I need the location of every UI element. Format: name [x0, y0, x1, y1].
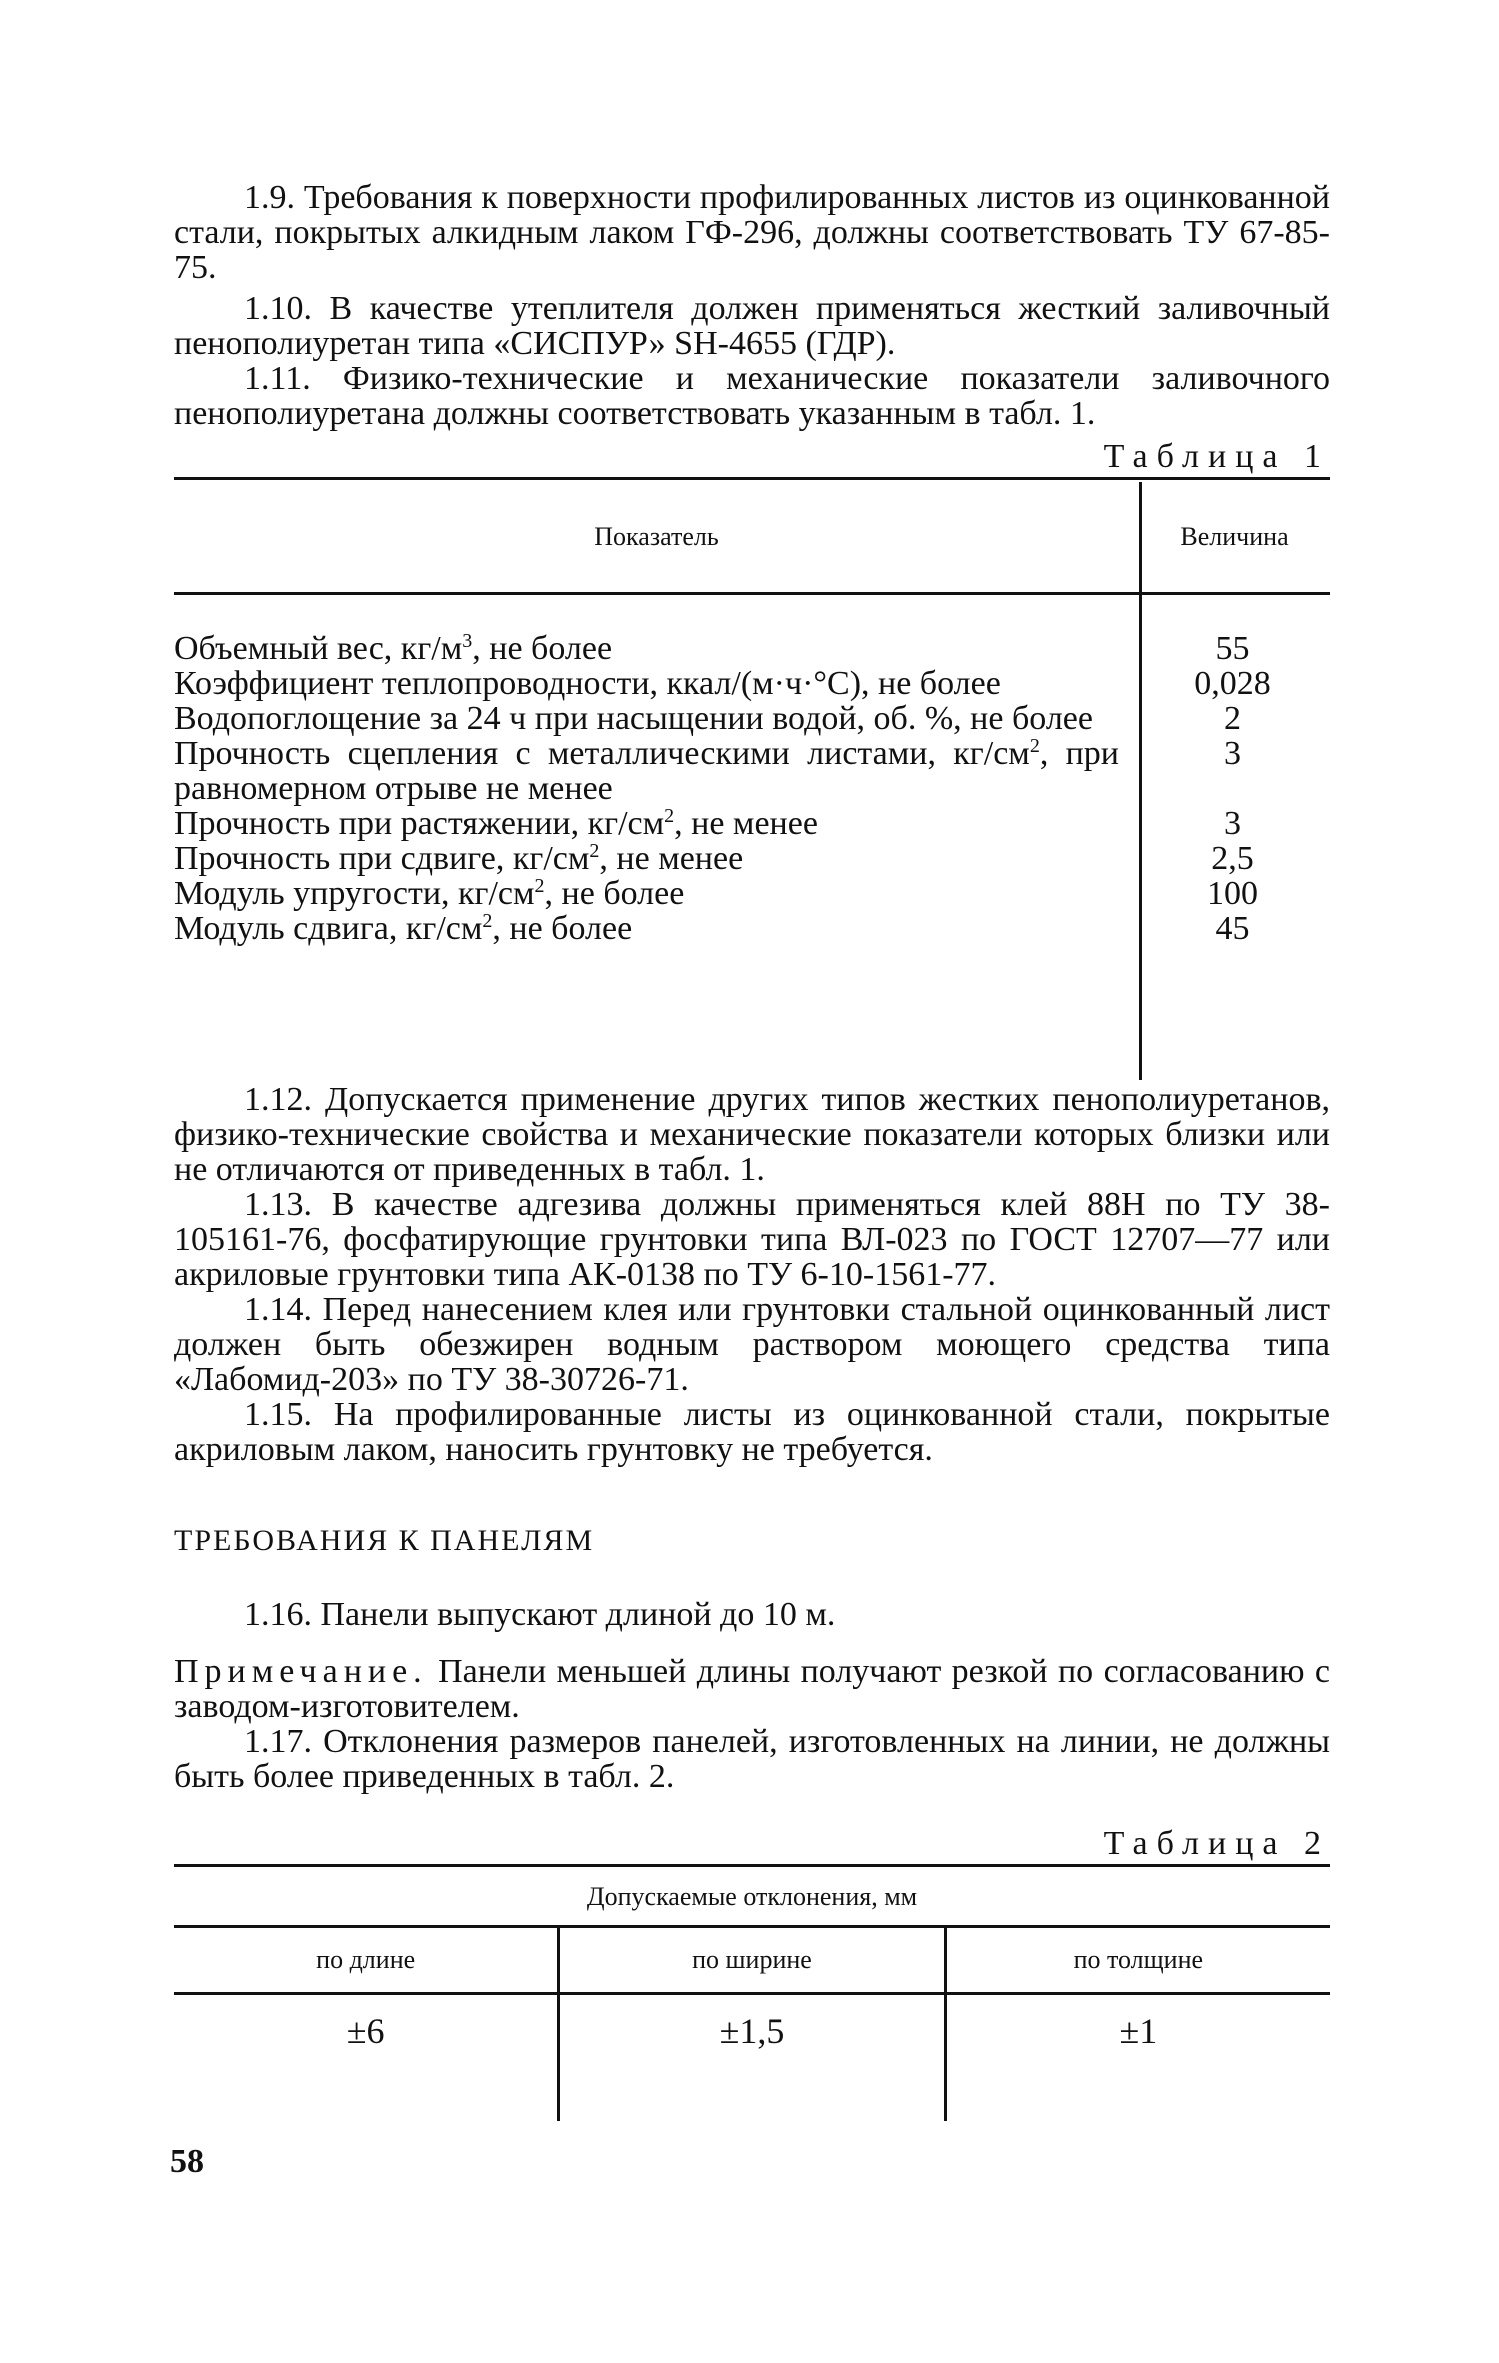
indicator-text-tail: , не более [472, 630, 613, 667]
table1-header [174, 482, 1330, 592]
table1-value-cell: 3 [1224, 805, 1241, 842]
table1-body [174, 595, 1330, 946]
indicator-superscript: 2 [534, 875, 545, 897]
table1-indicator-cell [174, 631, 1119, 666]
table1-indicator-cell [174, 736, 1119, 806]
table1-column-divider [1139, 482, 1142, 1080]
paragraph-1-10: 1.10. В качестве утеплителя должен применяться жесткий заливочный пенополиуретан типа «СИСПУР» SH-4655 (ГДР). [174, 290, 1330, 362]
table2-caption: Таблица 2 [1103, 1825, 1330, 1862]
table1-indicator-cell [174, 701, 1119, 736]
table1-indicator-cell [174, 666, 1119, 701]
table1-indicator-cell [174, 876, 1119, 911]
table1-row [174, 631, 1330, 666]
indicator-text: Водопоглощение за 24 ч при насыщении водой, об. %, не более [174, 700, 1093, 737]
indicator-text: Прочность при сдвиге, кг/см [174, 840, 590, 877]
table1-row [174, 841, 1330, 876]
table1-value-cell: 100 [1207, 875, 1258, 912]
table1-row [174, 876, 1330, 911]
table1-row [174, 736, 1330, 806]
table2-header-thickness: по толщине [944, 1928, 1330, 1992]
table2-value-thickness: ±1 [944, 1995, 1330, 2121]
paragraph-1-13: 1.13. В качестве адгезива должны применяться клей 88Н по ТУ 38-105161-76, фосфатирующие грунтовки типа ВЛ-023 по ГОСТ 12707—77 или акриловые грунтовки типа АК-0138 по ТУ 6-10-1561-77. [174, 1186, 1330, 1293]
table1-indicator-cell [174, 911, 1119, 946]
table1-row [174, 666, 1330, 701]
table1-value-cell: 45 [1215, 910, 1250, 947]
table1 [174, 482, 1330, 1082]
indicator-superscript: 3 [462, 630, 473, 652]
indicator-superscript: 2 [664, 805, 675, 827]
table1-row [174, 701, 1330, 736]
paragraph-1-9: 1.9. Требования к поверхности профилированных листов из оцинкованной стали, покрытых алкидным лаком ГФ-296, должны соответствовать ТУ 67-85-75. [174, 179, 1330, 286]
table1-indicator-cell [174, 806, 1119, 841]
page-number: 58 [170, 2143, 204, 2180]
table1-value-cell: 55 [1215, 630, 1250, 667]
table2-value-length: ±6 [346, 2011, 385, 2051]
table1-row [174, 806, 1330, 841]
indicator-text: Прочность сцепления с металлическими листами, кг/см [174, 735, 1030, 772]
table1-value-cell: 0,028 [1194, 665, 1271, 702]
table1-row [174, 911, 1330, 946]
indicator-text-tail: , не менее [599, 840, 744, 877]
table1-value-cell: 3 [1224, 735, 1241, 772]
indicator-text: Прочность при растяжении, кг/см [174, 805, 665, 842]
paragraph-1-11: 1.11. Физико-технические и механические показатели заливочного пенополиуретана должны соответствовать указанным в табл. 1. [174, 360, 1330, 432]
section-heading: ТРЕБОВАНИЯ К ПАНЕЛЯМ [174, 1524, 595, 1557]
indicator-text: Модуль упругости, кг/см [174, 875, 535, 912]
document-page [174, 180, 1330, 2121]
table2-value-width: ±1,5 [557, 1995, 943, 2121]
table2-top-rule [174, 1864, 1330, 1867]
indicator-superscript: 2 [482, 910, 493, 932]
table1-indicator-cell [174, 841, 1119, 876]
table2-subheader [174, 1928, 1330, 1992]
paragraph-1-14: 1.14. Перед нанесением клея или грунтовки стальной оцинкованный лист должен быть обезжирен водным раствором моющего средства типа «Лабомид-203» по ТУ 38-30726-71. [174, 1291, 1330, 1398]
indicator-text-tail: , при равномерном отрыве не менее [174, 735, 1119, 807]
table2-header-width: по ширине [557, 1928, 943, 1992]
note-label: Примечание. [174, 1653, 428, 1690]
paragraph-1-16: 1.16. Панели выпускают длиной до 10 м. [244, 1596, 836, 1633]
paragraph-1-17: 1.17. Отклонения размеров панелей, изготовленных на линии, не должны быть более приведенных в табл. 2. [174, 1723, 1330, 1795]
table1-caption: Таблица 1 [1103, 438, 1330, 475]
table2-values [174, 1995, 1330, 2121]
indicator-text-tail: , не менее [674, 805, 818, 842]
table2 [174, 1869, 1330, 2121]
indicator-superscript: 2 [1029, 735, 1040, 757]
indicator-text: Объемный вес, кг/м [174, 630, 463, 667]
table2-header-length: по длине [316, 1945, 416, 1974]
paragraph-1-12: 1.12. Допускается применение других типов жестких пенополиуретанов, физико-технические свойства и механические показатели которых близки или не отличаются от приведенных в табл. 1. [174, 1081, 1330, 1188]
table2-header-top: Допускаемые отклонения, мм [586, 1882, 918, 1911]
note [174, 1654, 1330, 1724]
indicator-superscript: 2 [589, 840, 600, 862]
table1-top-rule [174, 477, 1330, 480]
table1-header-value: Величина [1180, 522, 1289, 551]
note-text: Панели меньшей длины получают резкой по согласованию с заводом-изготовителем. [174, 1653, 1330, 1725]
table1-header-indicator: Показатель [594, 522, 719, 551]
indicator-text: Коэффициент теплопроводности, ккал/(м·ч·°С), не более [174, 665, 1001, 702]
table1-value-cell: 2,5 [1211, 840, 1254, 877]
indicator-text: Модуль сдвига, кг/см [174, 910, 483, 947]
indicator-text-tail: , не более [544, 875, 685, 912]
paragraph-1-15: 1.15. На профилированные листы из оцинкованной стали, покрытые акриловым лаком, наносить грунтовку не требуется. [174, 1396, 1330, 1468]
table1-value-cell: 2 [1224, 700, 1241, 737]
indicator-text-tail: , не более [492, 910, 633, 947]
